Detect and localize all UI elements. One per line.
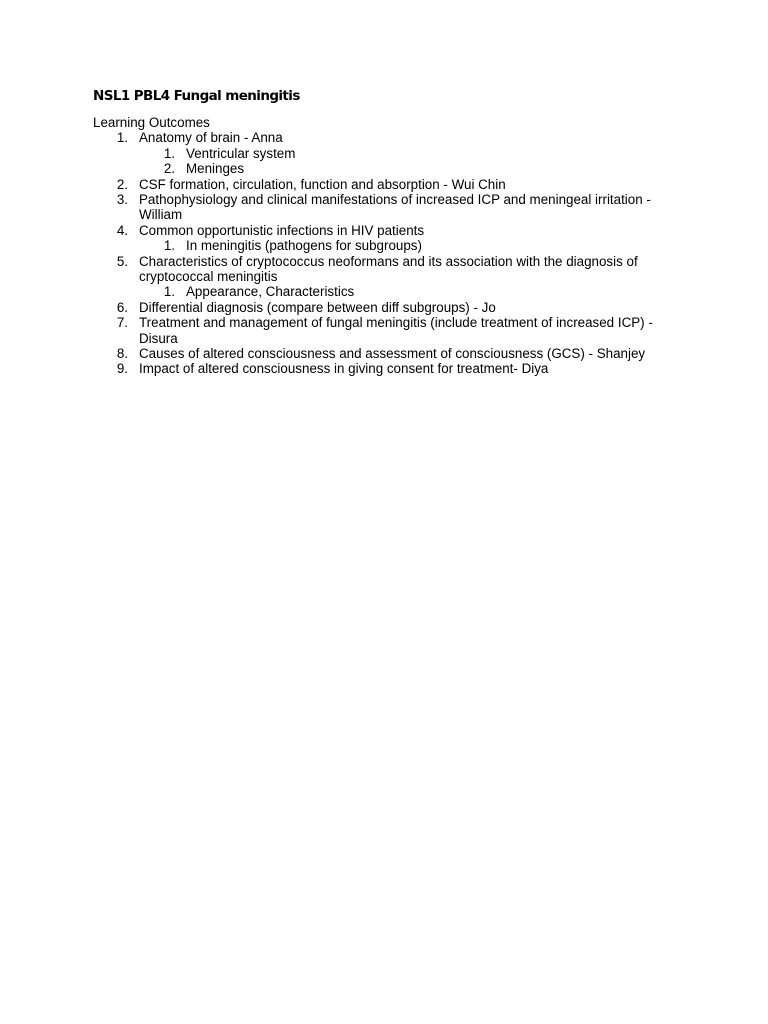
sub-list-item-text: Meninges (186, 161, 245, 177)
document-body (93, 115, 683, 377)
document-title: NSL1 PBL4 Fungal meningitis (93, 88, 300, 104)
sub-list-item-text: In meningitis (pathogens for subgroups) (186, 238, 422, 254)
list-item-text: Anatomy of brain - Anna (139, 130, 283, 146)
sub-list-item-number: 2. (163, 161, 175, 177)
list-item (93, 130, 683, 145)
list-item-number: 3. (116, 192, 128, 208)
list-item-text: Causes of altered consciousness and assessment of consciousness (GCS) - Shanjey (139, 346, 646, 362)
list-item-number: 6. (116, 299, 128, 315)
list-item (93, 177, 683, 192)
list-item-number: 2. (116, 176, 128, 192)
sub-list-item (93, 146, 683, 161)
sub-list-item (93, 161, 683, 176)
learning-outcomes-heading: Learning Outcomes (93, 115, 210, 130)
list-item (93, 315, 683, 346)
list-item (93, 300, 683, 315)
list-item-text: Common opportunistic infections in HIV patients (139, 222, 425, 238)
list-item (93, 192, 683, 223)
list-item-text: Impact of altered consciousness in giving consent for treatment- Diya (139, 361, 549, 377)
sub-list-item-number: 1. (163, 284, 175, 300)
sub-list-item-text: Appearance, Characteristics (186, 284, 355, 300)
list-item-number: 4. (116, 222, 128, 238)
sub-list-item-text: Ventricular system (186, 145, 296, 161)
sub-list-item (93, 284, 683, 299)
list-item-number: 7. (116, 315, 128, 331)
list-item-text: Pathophysiology and clinical manifestations of increased ICP and meningeal irritation - William (139, 192, 651, 223)
sub-list-item (93, 238, 683, 253)
sub-list-item-number: 1. (163, 238, 175, 254)
list-item (93, 361, 683, 376)
list-item-text: Characteristics of cryptococcus neoformans and its association with the diagnosis of cryptococcal meningitis (139, 253, 638, 285)
list-item-number: 1. (116, 130, 128, 146)
list-item (93, 223, 683, 238)
list-item-number: 9. (116, 361, 128, 377)
list-item-number: 8. (116, 346, 128, 362)
list-item-text: Treatment and management of fungal meningitis (include treatment of increased ICP) - Disura (139, 315, 653, 346)
sub-list-item-number: 1. (163, 145, 175, 161)
list-item (93, 254, 683, 285)
list-item-number: 5. (116, 253, 128, 269)
list-item-text: CSF formation, circulation, function and absorption - Wui Chin (139, 176, 506, 192)
list-item-text: Differential diagnosis (compare between diff subgroups) - Jo (139, 299, 496, 315)
list-item (93, 346, 683, 361)
